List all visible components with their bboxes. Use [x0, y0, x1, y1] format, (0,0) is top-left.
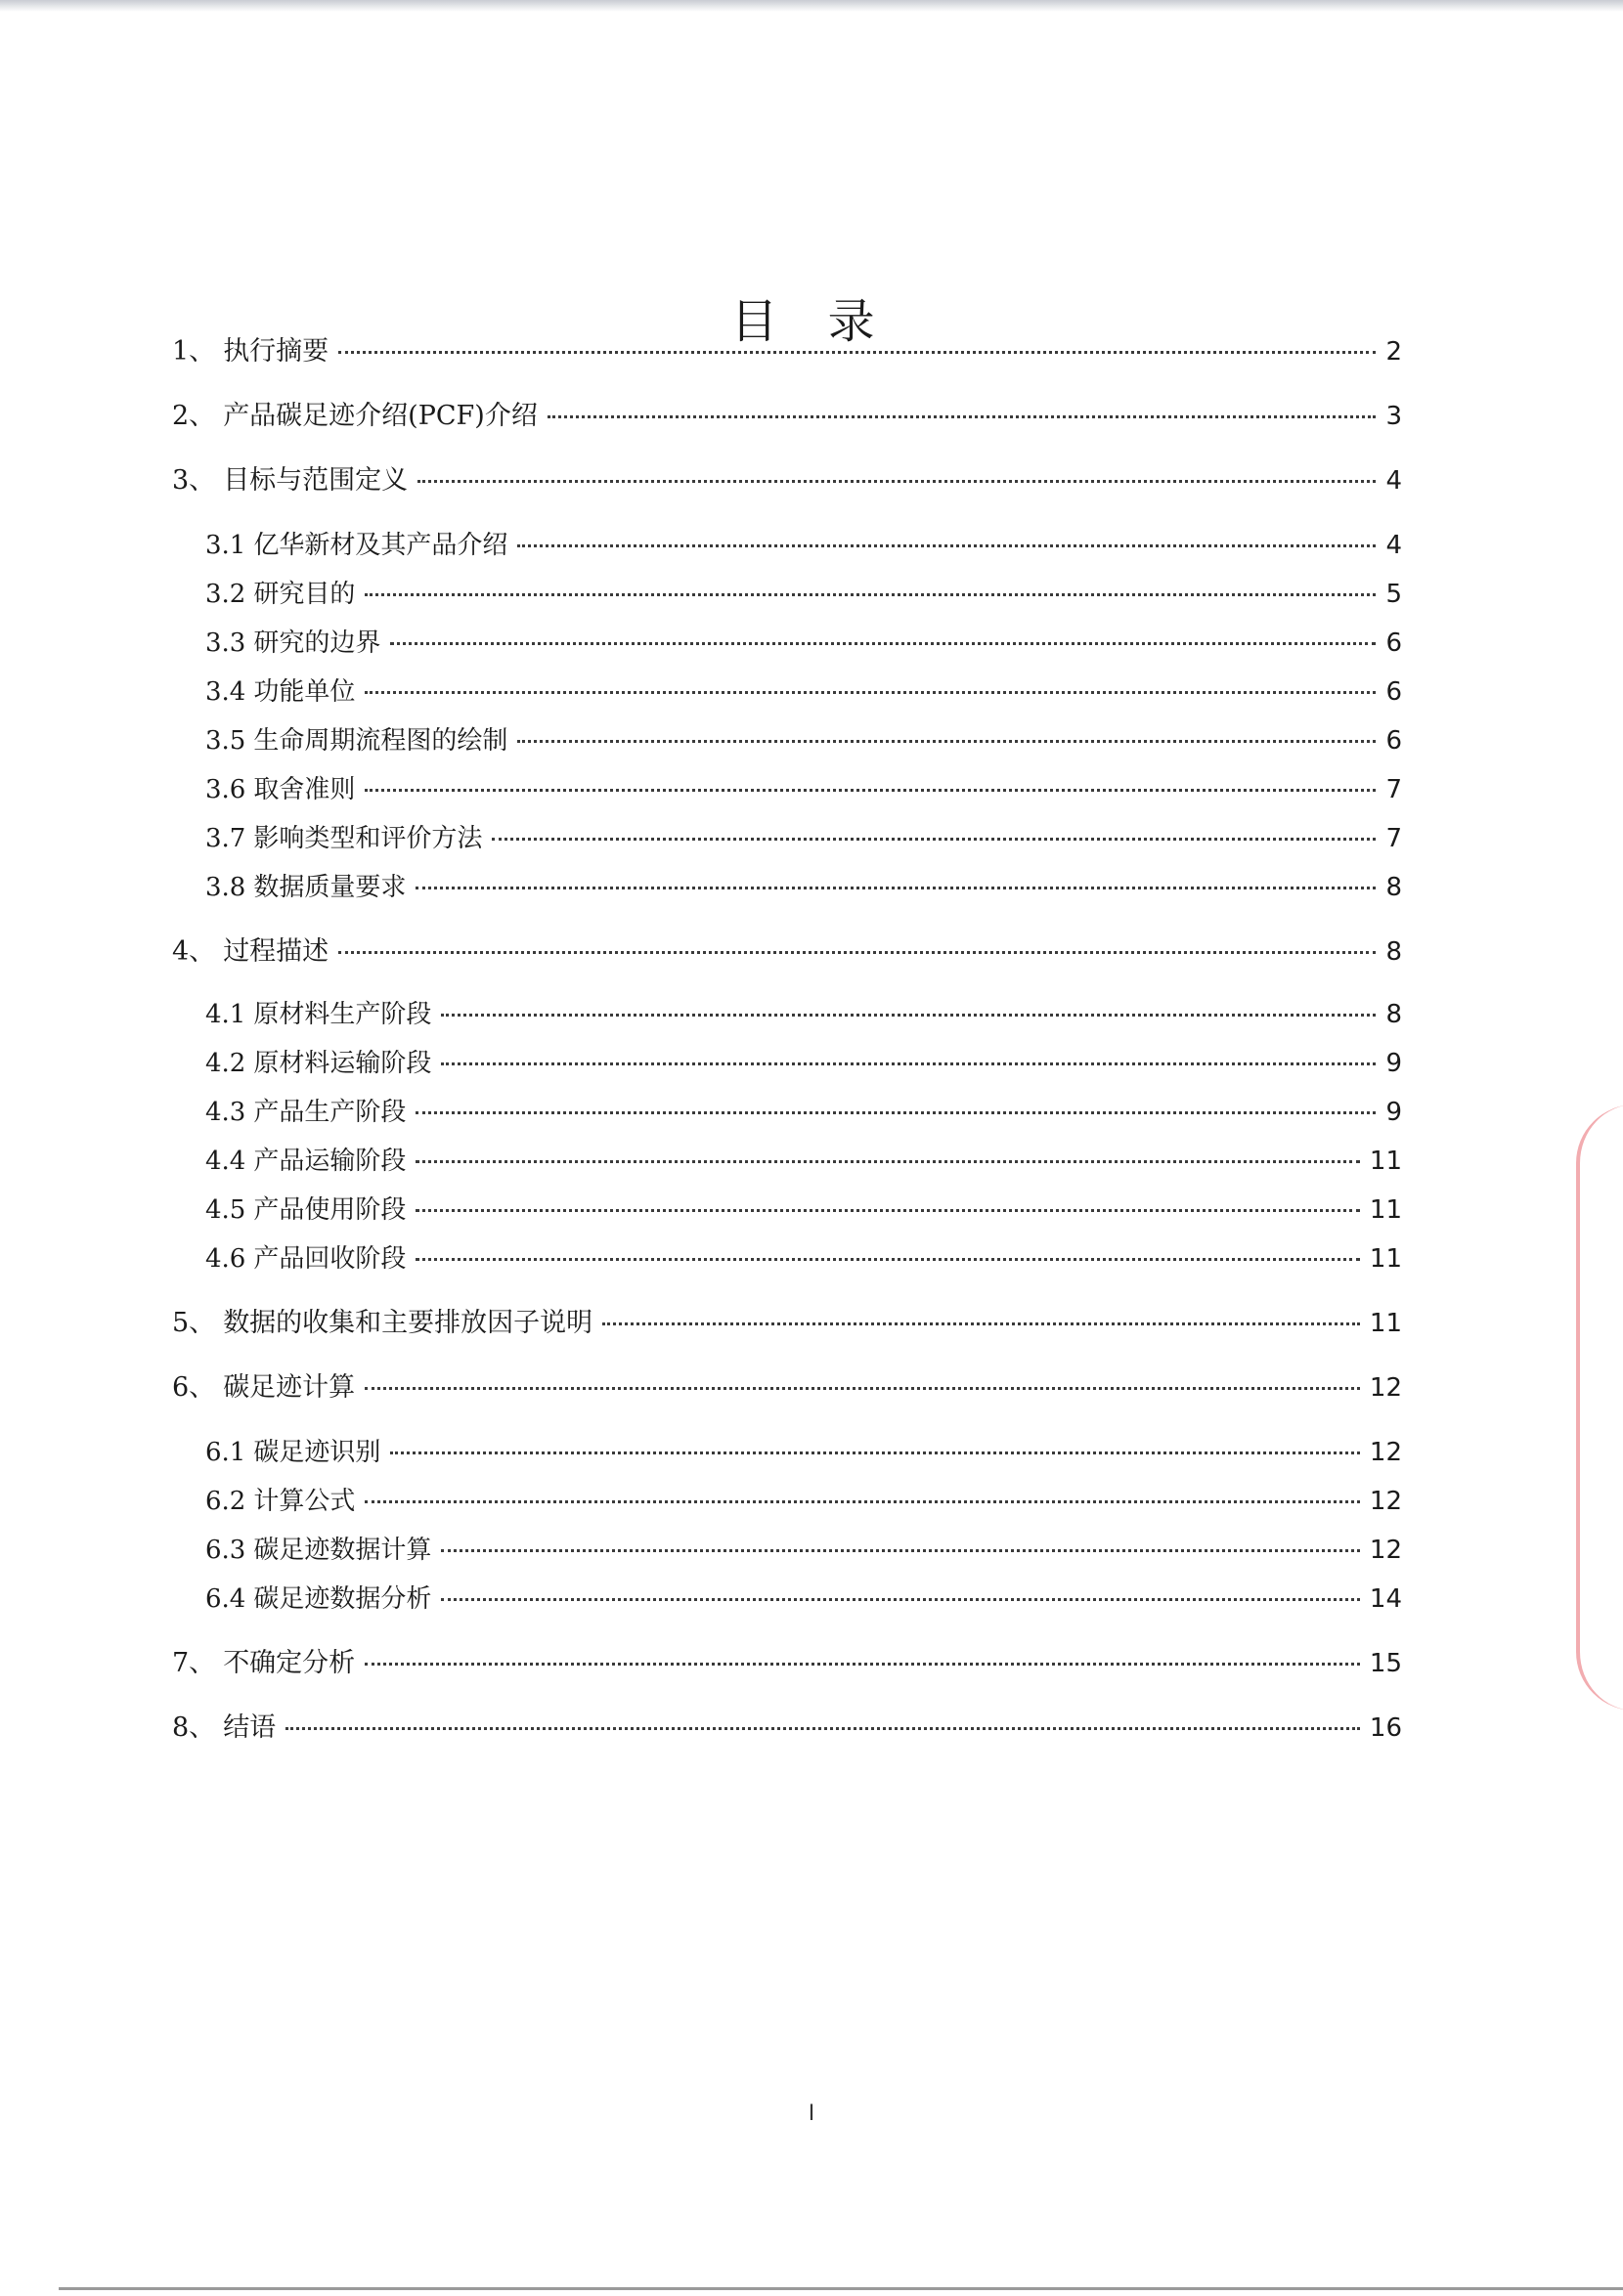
toc-subentry[interactable] [205, 1144, 1402, 1179]
toc-entry[interactable] [172, 334, 1402, 369]
toc-entry-number: 3.1 [205, 531, 246, 560]
toc-subentry[interactable] [205, 772, 1402, 807]
toc-subentry[interactable] [205, 723, 1402, 758]
dot-leader [517, 740, 1376, 743]
toc-entry-page: 12 [1369, 1487, 1402, 1516]
toc-entry-title: 产品使用阶段 [253, 1195, 407, 1225]
dot-leader [441, 1062, 1376, 1065]
page-number: I [808, 2101, 815, 2126]
toc-entry-title: 产品碳足迹介绍(PCF)介绍 [223, 401, 538, 431]
toc-entry-number: 6.4 [205, 1584, 246, 1614]
dot-leader [365, 1663, 1360, 1666]
toc-entry-number: 4、 [172, 936, 216, 967]
toc-entry-title: 执行摘要 [223, 336, 329, 367]
toc-entry-page: 8 [1385, 937, 1402, 967]
toc-subentry[interactable] [205, 1241, 1402, 1277]
toc-entry-number: 3.4 [205, 677, 246, 707]
toc-subentry[interactable] [205, 1192, 1402, 1228]
toc-entry-title: 计算公式 [253, 1487, 356, 1516]
toc-entry[interactable] [172, 934, 1402, 970]
toc-entry-page: 9 [1385, 1049, 1402, 1078]
toc-entry-page: 3 [1385, 402, 1402, 431]
toc-entry-title: 影响类型和评价方法 [253, 824, 483, 853]
toc-entry-title: 结语 [223, 1712, 277, 1743]
toc-entry-title: 碳足迹数据分析 [253, 1584, 432, 1614]
dot-leader [365, 691, 1376, 694]
toc-subentry[interactable] [205, 870, 1402, 905]
dot-leader [338, 951, 1376, 954]
toc-entry[interactable] [172, 399, 1402, 434]
toc-entry-number: 6.2 [205, 1487, 246, 1516]
toc-entry-number: 3.7 [205, 824, 246, 853]
scan-edge-bottom [59, 2287, 1623, 2290]
toc-entry-page: 8 [1385, 873, 1402, 902]
toc-entry[interactable] [172, 1306, 1402, 1341]
toc-entry-number: 4.4 [205, 1147, 246, 1176]
red-seal-stamp-edge [1576, 1105, 1623, 1711]
toc-entry-page: 6 [1385, 726, 1402, 756]
toc-entry-title: 生命周期流程图的绘制 [253, 726, 508, 756]
toc-entry-number: 6.1 [205, 1438, 246, 1467]
toc-subentry[interactable] [205, 1581, 1402, 1617]
toc-entry-page: 16 [1369, 1713, 1402, 1743]
dot-leader [416, 1111, 1376, 1114]
toc-subentry[interactable] [205, 1095, 1402, 1130]
toc-entry-page: 11 [1369, 1244, 1402, 1274]
dot-leader [416, 887, 1376, 889]
toc-subentry[interactable] [205, 1046, 1402, 1081]
toc-entry-number: 5、 [172, 1308, 216, 1338]
toc-entry-number: 3.8 [205, 873, 246, 902]
toc-entry-page: 12 [1369, 1536, 1402, 1565]
toc-entry-page: 12 [1369, 1438, 1402, 1467]
dot-leader [285, 1727, 1360, 1730]
toc-entry-page: 5 [1385, 580, 1402, 609]
dot-leader [365, 789, 1376, 792]
toc-entry-number: 2、 [172, 401, 216, 431]
toc-entry-page: 9 [1385, 1098, 1402, 1127]
dot-leader [365, 593, 1376, 596]
toc-entry-page: 12 [1369, 1373, 1402, 1403]
toc-subentry[interactable] [205, 1533, 1402, 1568]
dot-leader [365, 1500, 1360, 1503]
dot-leader [492, 838, 1376, 841]
toc-entry-number: 4.6 [205, 1244, 246, 1274]
toc-entry-page: 7 [1385, 824, 1402, 853]
toc-entry-page: 6 [1385, 628, 1402, 658]
toc-entry-number: 3.6 [205, 775, 246, 804]
toc-subentry[interactable] [205, 626, 1402, 661]
dot-leader [441, 1598, 1360, 1601]
dot-leader [417, 480, 1376, 483]
toc-subentry[interactable] [205, 1435, 1402, 1470]
toc-subentry[interactable] [205, 674, 1402, 710]
dot-leader [390, 642, 1376, 645]
toc-entry-title: 数据质量要求 [253, 873, 407, 902]
toc-entry-title: 产品回收阶段 [253, 1244, 407, 1274]
toc-entry-page: 11 [1369, 1309, 1402, 1338]
dot-leader [390, 1451, 1360, 1454]
dot-leader [517, 544, 1376, 547]
toc-entry-page: 2 [1385, 337, 1402, 367]
dot-leader [548, 415, 1377, 418]
toc-entry-page: 15 [1369, 1649, 1402, 1678]
toc-entry-number: 6.3 [205, 1536, 246, 1565]
toc-entry-number: 3.2 [205, 580, 246, 609]
dot-leader [416, 1160, 1360, 1163]
toc-entry-number: 1、 [172, 336, 216, 367]
dot-leader [365, 1387, 1360, 1390]
toc-entry-title: 过程描述 [223, 936, 329, 967]
toc-subentry[interactable] [205, 577, 1402, 612]
toc-entry-title: 研究目的 [253, 580, 356, 609]
toc-entry-title: 产品生产阶段 [253, 1098, 407, 1127]
dot-leader [441, 1014, 1376, 1017]
toc-entry-number: 7、 [172, 1648, 216, 1678]
toc-entry-page: 4 [1385, 466, 1402, 496]
toc-entry[interactable] [172, 463, 1402, 498]
toc-entry-page: 8 [1385, 1000, 1402, 1029]
dot-leader [602, 1322, 1360, 1325]
toc-entry-number: 4.1 [205, 1000, 246, 1029]
toc-entry-number: 6、 [172, 1372, 216, 1403]
toc-entry-title: 研究的边界 [253, 628, 381, 658]
toc-entry-number: 8、 [172, 1712, 216, 1743]
toc-entry-title: 原材料运输阶段 [253, 1049, 432, 1078]
toc-entry-page: 11 [1369, 1147, 1402, 1176]
toc-entry[interactable] [172, 1646, 1402, 1681]
toc-entry-number: 4.5 [205, 1195, 246, 1225]
toc-subentry[interactable] [205, 1484, 1402, 1519]
page-title: 目 录 [730, 294, 893, 350]
toc-entry-number: 4.2 [205, 1049, 246, 1078]
toc-entry-page: 14 [1369, 1584, 1402, 1614]
toc-entry-page: 7 [1385, 775, 1402, 804]
toc-entry[interactable] [172, 1370, 1402, 1406]
toc-entry-title: 目标与范围定义 [223, 465, 409, 496]
toc-entry-title: 产品运输阶段 [253, 1147, 407, 1176]
toc-entry-number: 3、 [172, 465, 216, 496]
dot-leader [338, 351, 1376, 354]
toc-entry-title: 碳足迹数据计算 [253, 1536, 432, 1565]
dot-leader [441, 1549, 1360, 1552]
toc-entry-title: 功能单位 [253, 677, 356, 707]
toc-entry-title: 碳足迹识别 [253, 1438, 381, 1467]
dot-leader [416, 1209, 1360, 1212]
toc-entry-number: 3.5 [205, 726, 246, 756]
toc-entry-title: 亿华新材及其产品介绍 [253, 531, 508, 560]
toc-entry-page: 11 [1369, 1195, 1402, 1225]
toc-subentry[interactable] [205, 821, 1402, 856]
toc-entry[interactable] [172, 1711, 1402, 1746]
toc-entry-page: 4 [1385, 531, 1402, 560]
toc-entry-title: 碳足迹计算 [223, 1372, 356, 1403]
toc-entry-title: 数据的收集和主要排放因子说明 [223, 1308, 593, 1338]
toc-entry-page: 6 [1385, 677, 1402, 707]
toc-subentry[interactable] [205, 997, 1402, 1032]
toc-entry-title: 不确定分析 [223, 1648, 356, 1678]
toc-entry-title: 原材料生产阶段 [253, 1000, 432, 1029]
toc-subentry[interactable] [205, 528, 1402, 563]
toc-entry-number: 3.3 [205, 628, 246, 658]
toc-entry-title: 取舍准则 [253, 775, 356, 804]
dot-leader [416, 1258, 1360, 1261]
toc-entry-number: 4.3 [205, 1098, 246, 1127]
